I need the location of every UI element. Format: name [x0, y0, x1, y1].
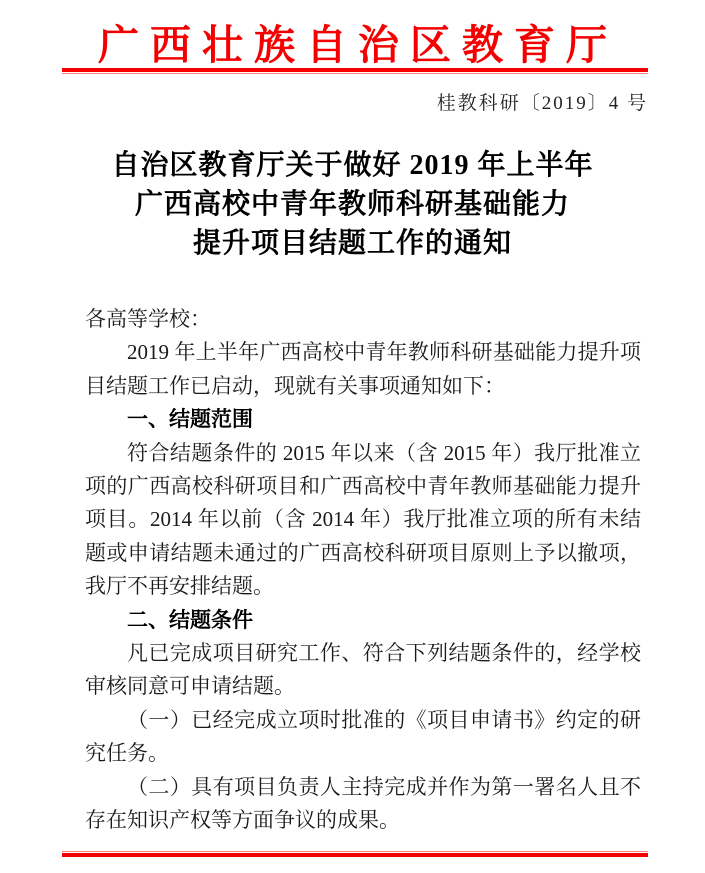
- footer-divider-thick-line: [62, 853, 648, 857]
- section-1-heading: 一、结题范围: [127, 408, 253, 432]
- section-2-heading: 二、结题条件: [127, 608, 253, 632]
- notice-body: [85, 303, 641, 838]
- intro-paragraph: 2019 年上半年广西高校中青年教师科研基础能力提升项目结题工作已启动，现就有关事项通知如下：: [85, 340, 641, 398]
- agency-title: 广西壮族自治区教育厅: [98, 22, 618, 68]
- section-2-paragraph-1: 凡已完成项目研究工作、符合下列结题条件的，经学校审核同意可申请结题。: [85, 641, 641, 699]
- header-divider-thin-line: [62, 73, 648, 74]
- notice-title: [0, 146, 705, 263]
- section-1-paragraph: 符合结题条件的 2015 年以来（含 2015 年）我厅批准立项的广西高校科研项目和广西高校中青年教师基础能力提升项目。2014 年以前（含 2014 年）我厅批准立项的所有未结题或申请结题未通过的广西高校科研项目原则上予以撤项，我厅不再安排结题。: [85, 440, 641, 599]
- section-2-paragraph-2: （一）已经完成立项时批准的《项目申请书》约定的研究任务。: [85, 707, 641, 766]
- document-number: 桂教科研〔2019〕4 号: [436, 93, 648, 114]
- header-divider-thick-line: [62, 68, 648, 72]
- header-divider: [62, 68, 648, 74]
- salutation: 各高等学校：: [85, 307, 211, 331]
- footer-divider: [62, 851, 648, 857]
- notice-title-line-3: 提升项目结题工作的通知: [192, 228, 512, 259]
- footer-divider-thin-line: [62, 851, 648, 852]
- section-2-paragraph-3: （二）具有项目负责人主持完成并作为第一署名人且不存在知识产权等方面争议的成果。: [85, 774, 641, 833]
- notice-title-line-1: 自治区教育厅关于做好 2019 年上半年: [111, 150, 594, 181]
- notice-title-line-2: 广西高校中青年教师科研基础能力: [134, 189, 570, 220]
